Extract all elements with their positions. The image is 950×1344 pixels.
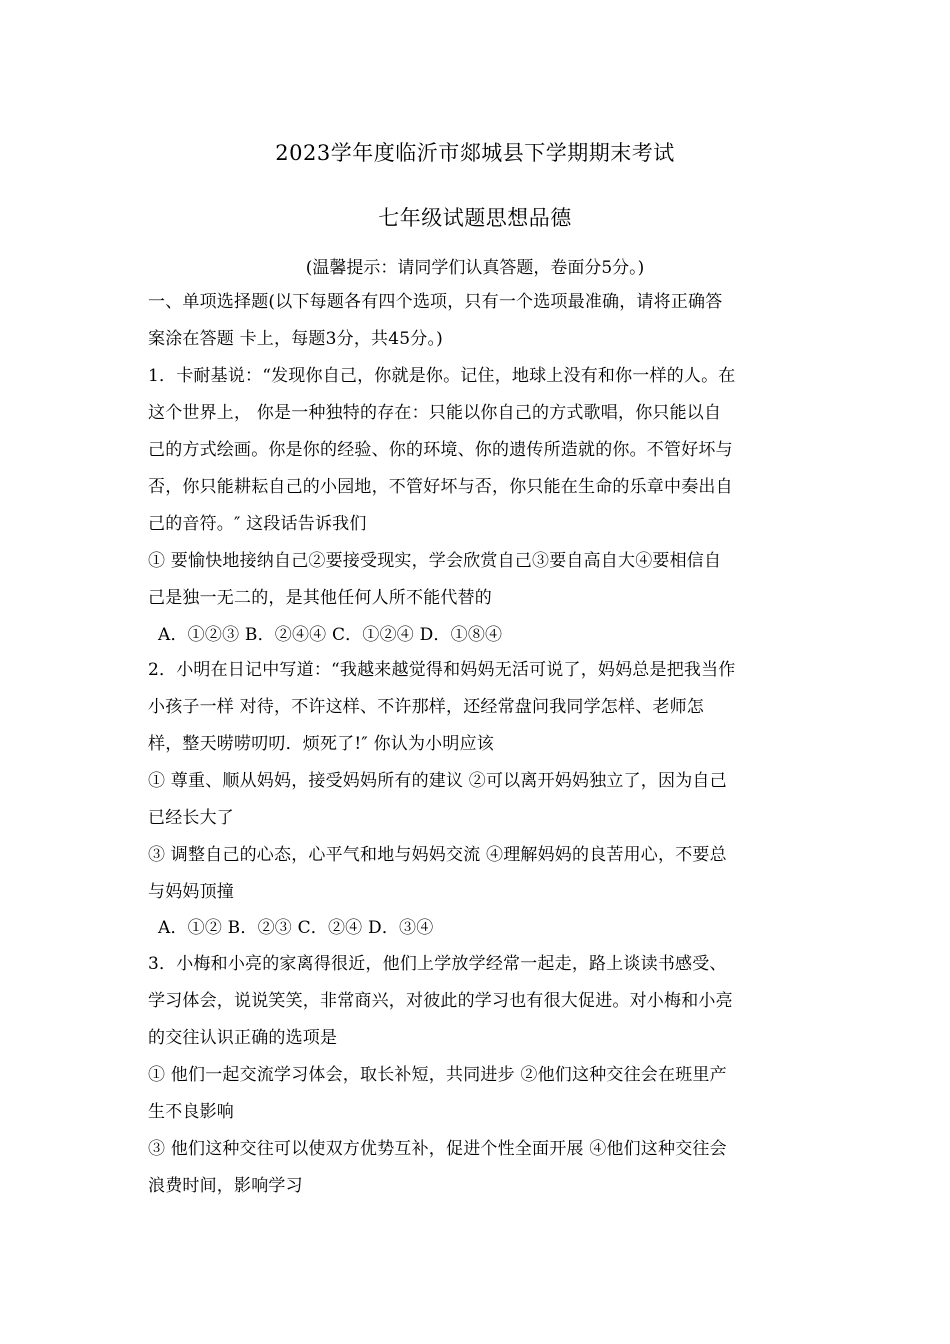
question-2-options: A．①② B．②③ C．②④ D．③④: [158, 918, 434, 938]
exam-hint: (温馨提示：请同学们认真答题，卷面分5分。): [305, 258, 645, 278]
question-1-line-2: 这个世界上， 你是一种独特的存在：只能以你自己的方式歌唱，你只能以自: [148, 403, 722, 423]
question-3-statements-line-1: ① 他们一起交流学习体会，取长补短，共同进步 ②他们这种交往会在班里产: [148, 1065, 727, 1085]
question-3-statements-line-2: 生不良影响: [148, 1102, 234, 1122]
question-2-statements-line-3: ③ 调整自己的心态，心平气和地与妈妈交流 ④理解妈妈的良苦用心，不要总: [148, 845, 727, 865]
section-heading-line-2: 案涂在答题 卡上，每题3分，共45分。): [148, 329, 443, 349]
question-2-statements-line-2: 已经长大了: [148, 808, 234, 828]
question-1-line-4: 否，你只能耕耘自己的小园地，不管好坏与否，你只能在生命的乐章中奏出自: [148, 477, 733, 497]
question-2-statements-line-1: ① 尊重、顺从妈妈，接受妈妈所有的建议 ②可以离开妈妈独立了，因为自己: [148, 771, 727, 791]
exam-subtitle: 七年级试题思想品德: [378, 206, 572, 230]
question-1-statements-line-2: 己是独一无二的，是其他任何人所不能代替的: [148, 588, 492, 608]
question-2-statements-line-4: 与妈妈顶撞: [148, 882, 234, 902]
question-1-statements-line-1: ① 要愉快地接纳自己②要接受现实，学会欣赏自己③要自高自大④要相信自: [148, 551, 722, 571]
question-3-line-2: 学习体会，说说笑笑，非常商兴，对彼此的学习也有很大促进。对小梅和小亮: [148, 991, 733, 1011]
question-3-line-1: 3．小梅和小亮的家离得很近，他们上学放学经常一起走，路上谈读书感受、: [148, 954, 727, 974]
question-1-line-3: 己的方式绘画。你是你的经验、你的环境、你的遗传所造就的你。不管好坏与: [148, 440, 733, 460]
question-2-line-1: 2．小明在日记中写道：“我越来越觉得和妈妈无活可说了，妈妈总是把我当作: [148, 660, 736, 680]
question-2-line-2: 小孩子一样 对待，不许这样、不许那样，还经常盘问我同学怎样、老师怎: [148, 697, 705, 717]
question-1-line-1: 1．卡耐基说：“发现你自己，你就是你。记住，地球上没有和你一样的人。在: [148, 366, 736, 386]
section-heading-line-1: 一、单项选择题(以下每题各有四个选项，只有一个选项最准确，请将正确答: [148, 292, 723, 312]
exam-title: 2023学年度临沂市郯城县下学期期末考试: [275, 141, 675, 165]
question-3-statements-line-3: ③ 他们这种交往可以使双方优势互补，促进个性全面开展 ④他们这种交往会: [148, 1139, 727, 1159]
question-3-statements-line-4: 浪费时间，影响学习: [148, 1176, 303, 1196]
question-1-options: A．①②③ B．②④④ C．①②④ D．①⑧④: [158, 625, 503, 645]
question-2-line-3: 样，整天唠唠叨叨．烦死了!″ 你认为小明应该: [148, 734, 494, 754]
question-1-line-5: 己的音符。″ 这段话告诉我们: [148, 514, 367, 534]
question-3-line-3: 的交往认识正确的选项是: [148, 1028, 338, 1048]
